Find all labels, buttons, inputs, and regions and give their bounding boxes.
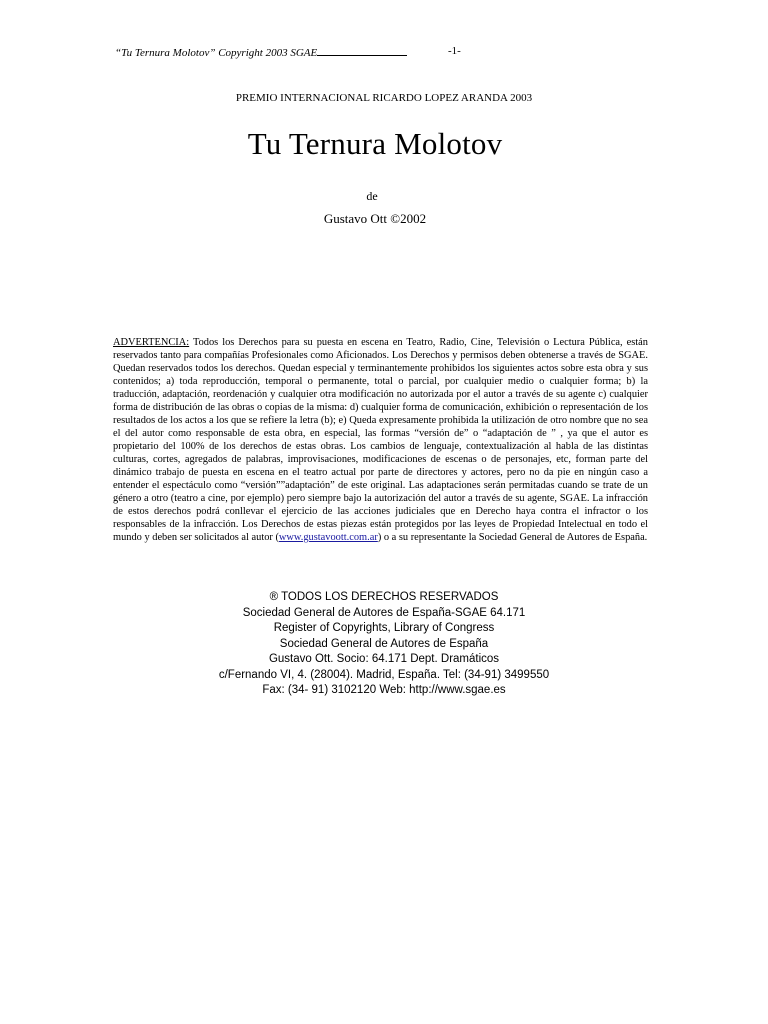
rights-line-reserved: ® TODOS LOS DERECHOS RESERVADOS <box>269 591 499 603</box>
rights-line-library: Register of Copyrights, Library of Congress <box>273 622 495 634</box>
play-title: Tu Ternura Molotov <box>247 126 503 161</box>
rights-line-member: Gustavo Ott. Socio: 64.171 Dept. Dramáticos <box>268 653 500 665</box>
author-line: Gustavo Ott ©2002 <box>323 211 427 226</box>
page-number: -1- <box>448 45 461 57</box>
by-word: de <box>366 189 378 203</box>
warning-body: Todos los Derechos para su puesta en escena en Teatro, Radio, Cine, Televisión o Lectura Pública, están reservados tanto para compañías Profesionales como Aficionados. Los Derechos y permisos deben obtenerse a través de SGAE. Quedan reservados todos los derechos. Quedan especial y terminantemente prohibidos los siguientes actos sobre esta obra y sus contenidos; a) toda reproducción, temporal o permanente, total o parcial, por cualquier medio o cualquier forma; b) la traducción, adaptación, reordenación y cualquier otra modificación no autorizada por el autor a través de su agente c) cualquier forma de distribución de las obras o copias de la misma: d) cualquier forma de comunicación, exhibición o representación de los resultados de los actos a los que se refiere la letra (b); e) Queda expresamente prohibida la utilización de otro nombre que no sea el del autor como responsable de esta obra, en especial, las formas “versión de” o “adaptación de ” , ya que el autor es propietario del 100% de los derechos de estas obras. Los cambios de lenguaje, contextualización al habla de las distintas culturas, cortes, agregados de palabras, improvisaciones, modificaciones de escenas o de personajes, etc, forman parte del dinámico trabajo de puesta en escena en el teatro actual por parte de directores y actores, pero no da pie en ningún caso a entender el espectáculo como “versión””adaptación” de este original. Las adaptaciones serán permitadas cuando se trate de un género a otro (teatro a cine, por ejemplo) pero siempre bajo la autorización del autor a través de su agente, SGAE. La infracción de estos derechos podrá conllevar el ejercicio de las acciones judiciales que en Derecho haya contra el infractor o los responsables de la infracción. Los Derechos de estas piezas están protegidos por las leyes de Propiedad Intelectual en todo el mundo y deben ser solicitados al autor ( <box>113 337 648 543</box>
running-header <box>115 45 675 59</box>
rights-line-society: Sociedad General de Autores de España <box>279 637 489 650</box>
warning-tail: ) o a su representante la Sociedad General de Autores de España. <box>377 532 648 543</box>
rights-line-fax-web: Fax: (34- 91) 3102120 Web: http://www.sgae.es <box>262 684 506 696</box>
author-website-link[interactable]: www.gustavoott.com.ar <box>278 532 378 543</box>
prize-line: PREMIO INTERNACIONAL RICARDO LOPEZ ARANDA 2003 <box>235 92 533 104</box>
header-rule <box>317 45 407 56</box>
warning-paragraph <box>113 336 648 544</box>
warning-label: ADVERTENCIA: <box>113 337 190 348</box>
rights-line-sgae: Sociedad General de Autores de España-SGAE 64.171 <box>242 606 526 619</box>
rights-block <box>0 590 768 699</box>
running-title: “Tu Ternura Molotov” Copyright 2003 SGAE <box>115 47 318 59</box>
rights-line-address: c/Fernando VI, 4. (28004). Madrid, España. Tel: (34-91) 3499550 <box>218 668 550 681</box>
